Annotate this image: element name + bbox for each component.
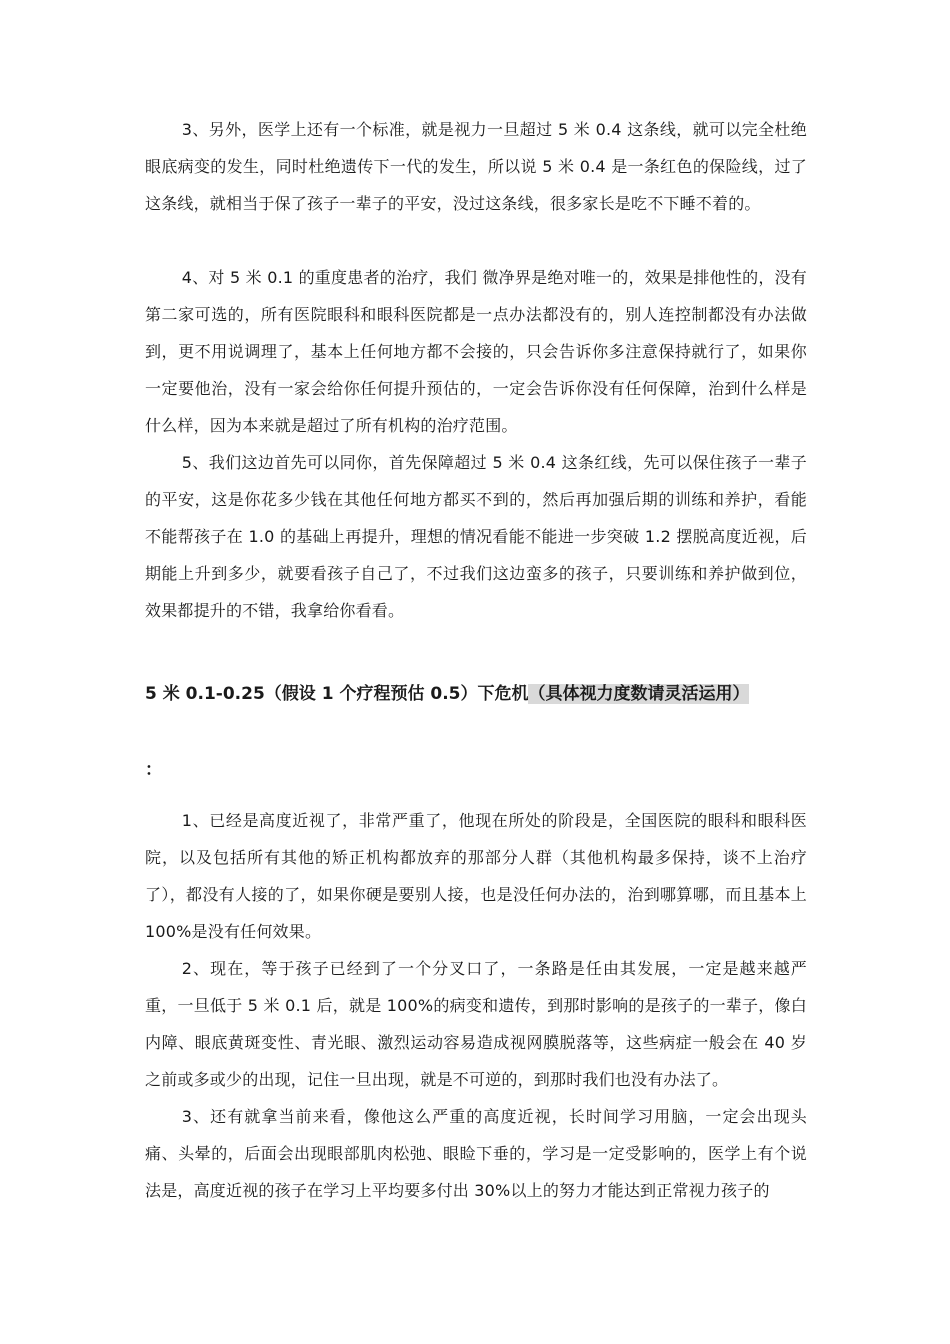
section-heading-colon: ： — [145, 760, 162, 780]
section-heading-text: 5 米 0.1-0.25（假设 1 个疗程预估 0.5）下危机 — [145, 684, 529, 704]
paragraph-3-insurance-line: 3、另外，医学上还有一个标准，就是视力一旦超过 5 米 0.4 这条线，就可以完全杜绝眼底病变的发生，同时杜绝遗传下一代的发生，所以说 5 米 0.4 是一条红色的保险线，过了这条线，就相当于保了孩子一辈子的平安，没过这条线，很多家长是吃不下睡不着的。 — [145, 120, 807, 213]
section-paragraph-3: 3、还有就拿当前来看，像他这么严重的高度近视，长时间学习用脑，一定会出现头痛、头晕的，后面会出现眼部肌肉松弛、眼睑下垂的，学习是一定受影响的，医学上有个说法是，高度近视的孩子在学习上平均要多付出 30%以上的努力才能达到正常视力孩子的 — [145, 1107, 807, 1200]
section-heading-highlight-note: （具体视力度数请灵活运用） — [528, 684, 750, 704]
section-paragraph-2: 2、现在，等于孩子已经到了一个分叉口了，一条路是任由其发展，一定是越来越严重，一旦低于 5 米 0.1 后，就是 100%的病变和遗传，到那时影响的是孩子的一辈子，像白内障、眼底黄斑变性、青光眼、激烈运动容易造成视网膜脱落等，这些病症一般会在 40 岁之前或多或少的出现，记住一旦出现，就是不可逆的，到那时我们也没有办法了。 — [145, 959, 807, 1089]
paragraph-4-severe-treatment: 4、对 5 米 0.1 的重度患者的治疗，我们 微净界是绝对唯一的，效果是排他性的，没有第二家可选的，所有医院眼科和眼科医院都是一点办法都没有的，别人连控制都没有办法做到，更不用说调理了，基本上任何地方都不会接的，只会告诉你多注意保持就行了，如果你一定要他治，没有一家会给你任何提升预估的，一定会告诉你没有任何保障，治到什么样是什么样，因为本来就是超过了所有机构的治疗范围。 — [145, 268, 807, 435]
paragraph-5-guarantee: 5、我们这边首先可以同你，首先保障超过 5 米 0.4 这条红线，先可以保住孩子一辈子的平安，这是你花多少钱在其他任何地方都买不到的，然后再加强后期的训练和养护，看能不能帮孩子在 1.0 的基础上再提升，理想的情况看能不能进一步突破 1.2 摆脱高度近视，后期能上升到多少，就要看孩子自己了，不过我们这边蛮多的孩子，只要训练和养护做到位，效果都提升的不错，我拿给你看看。 — [145, 453, 807, 620]
section-heading — [145, 680, 807, 708]
section-paragraph-1: 1、已经是高度近视了，非常严重了，他现在所处的阶段是，全国医院的眼科和眼科医院，以及包括所有其他的矫正机构都放弃的那部分人群（其他机构最多保持，谈不上治疗了），都没有人接的了，如果你硬是要别人接，也是没任何办法的，治到哪算哪，而且基本上 100%是没有任何效果。 — [145, 811, 807, 941]
